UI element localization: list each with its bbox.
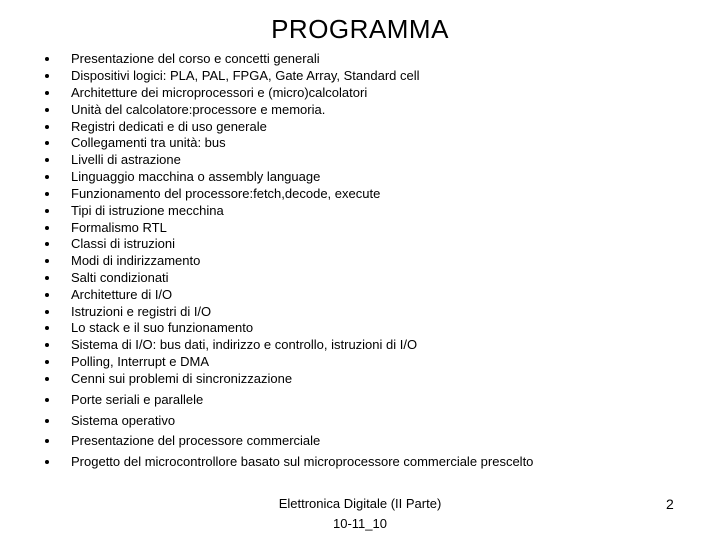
- list-item-text: Porte seriali e parallele: [71, 392, 204, 407]
- list-item: [0, 219, 720, 236]
- list-item-text: Sistema di I/O: bus dati, indirizzo e controllo, istruzioni di I/O: [71, 337, 418, 352]
- list-item: [0, 336, 720, 353]
- bullet-icon: [45, 226, 49, 230]
- bullet-icon: [45, 326, 49, 330]
- bullet-icon: [45, 377, 49, 381]
- list-item-text: Lo stack e il suo funzionamento: [71, 320, 254, 335]
- list-item: [0, 134, 720, 151]
- slide-title: PROGRAMMA: [271, 14, 449, 44]
- list-item-text: Funzionamento del processore:fetch,decode, execute: [71, 186, 381, 201]
- list-item-text: Modi di indirizzamento: [71, 253, 201, 268]
- bullet-icon: [45, 141, 49, 145]
- bullet-icon: [45, 439, 49, 443]
- bullet-icon: [45, 259, 49, 263]
- footer: [230, 494, 490, 534]
- bullet-icon: [45, 175, 49, 179]
- list-item: [0, 50, 720, 67]
- bullet-icon: [45, 108, 49, 112]
- list-item: [0, 412, 720, 429]
- footer-date: 10-11_10: [333, 516, 387, 531]
- list-item-text: Presentazione del processore commerciale: [71, 433, 321, 448]
- list-item-text: Classi di istruzioni: [71, 236, 176, 251]
- bullet-icon: [45, 158, 49, 162]
- list-item-text: Livelli di astrazione: [71, 152, 181, 167]
- list-item: [0, 391, 720, 408]
- list-item: [0, 269, 720, 286]
- list-item: [0, 202, 720, 219]
- list-item-text: Linguaggio macchina o assembly language: [71, 169, 321, 184]
- list-item-text: Architetture dei microprocessori e (micro)calcolatori: [71, 85, 368, 100]
- bullet-icon: [45, 242, 49, 246]
- bullet-icon: [45, 57, 49, 61]
- list-item: [0, 168, 720, 185]
- list-item: [0, 151, 720, 168]
- list-item: [0, 370, 720, 387]
- bullet-icon: [45, 125, 49, 129]
- list-item-text: Progetto del microcontrollore basato sul microprocessore commerciale prescelto: [71, 454, 534, 469]
- bullet-icon: [45, 460, 49, 464]
- bullet-icon: [45, 276, 49, 280]
- list-item: [0, 319, 720, 336]
- list-item-text: Polling, Interrupt e DMA: [71, 354, 210, 369]
- bullet-icon: [45, 343, 49, 347]
- page-number: 2: [666, 496, 674, 512]
- footer-course: Elettronica Digitale (II Parte): [278, 496, 442, 511]
- list-item-text: Collegamenti tra unità: bus: [71, 135, 226, 150]
- bullet-icon: [45, 398, 49, 402]
- bullet-icon: [45, 74, 49, 78]
- bullet-icon: [45, 419, 49, 423]
- list-item: [0, 185, 720, 202]
- bullet-icon: [45, 360, 49, 364]
- bullet-icon: [45, 293, 49, 297]
- list-item-text: Dispositivi logici: PLA, PAL, FPGA, Gate Array, Standard cell: [71, 68, 420, 83]
- bullet-icon: [45, 209, 49, 213]
- list-item: [0, 303, 720, 320]
- list-item: [0, 84, 720, 101]
- list-item-text: Istruzioni e registri di I/O: [71, 304, 212, 319]
- list-item: [0, 286, 720, 303]
- bullet-icon: [45, 192, 49, 196]
- list-item: [0, 432, 720, 449]
- list-item-text: Unità del calcolatore:processore e memoria.: [71, 102, 326, 117]
- bullet-icon: [45, 91, 49, 95]
- list-item-text: Architetture di I/O: [71, 287, 173, 302]
- list-item-text: Registri dedicati e di uso generale: [71, 119, 267, 134]
- list-item-text: Sistema operativo: [71, 413, 176, 428]
- list-item: [0, 353, 720, 370]
- list-item-text: Formalismo RTL: [71, 220, 167, 235]
- list-item-text: Salti condizionati: [71, 270, 169, 285]
- list-item: [0, 101, 720, 118]
- list-item-text: Cenni sui problemi di sincronizzazione: [71, 371, 293, 386]
- list-item-text: Tipi di istruzione mecchina: [71, 203, 224, 218]
- list-item: [0, 67, 720, 84]
- list-item: [0, 252, 720, 269]
- bullet-icon: [45, 310, 49, 314]
- list-item: [0, 453, 720, 470]
- list-item: [0, 118, 720, 135]
- list-item-text: Presentazione del corso e concetti generali: [71, 51, 320, 66]
- list-item: [0, 235, 720, 252]
